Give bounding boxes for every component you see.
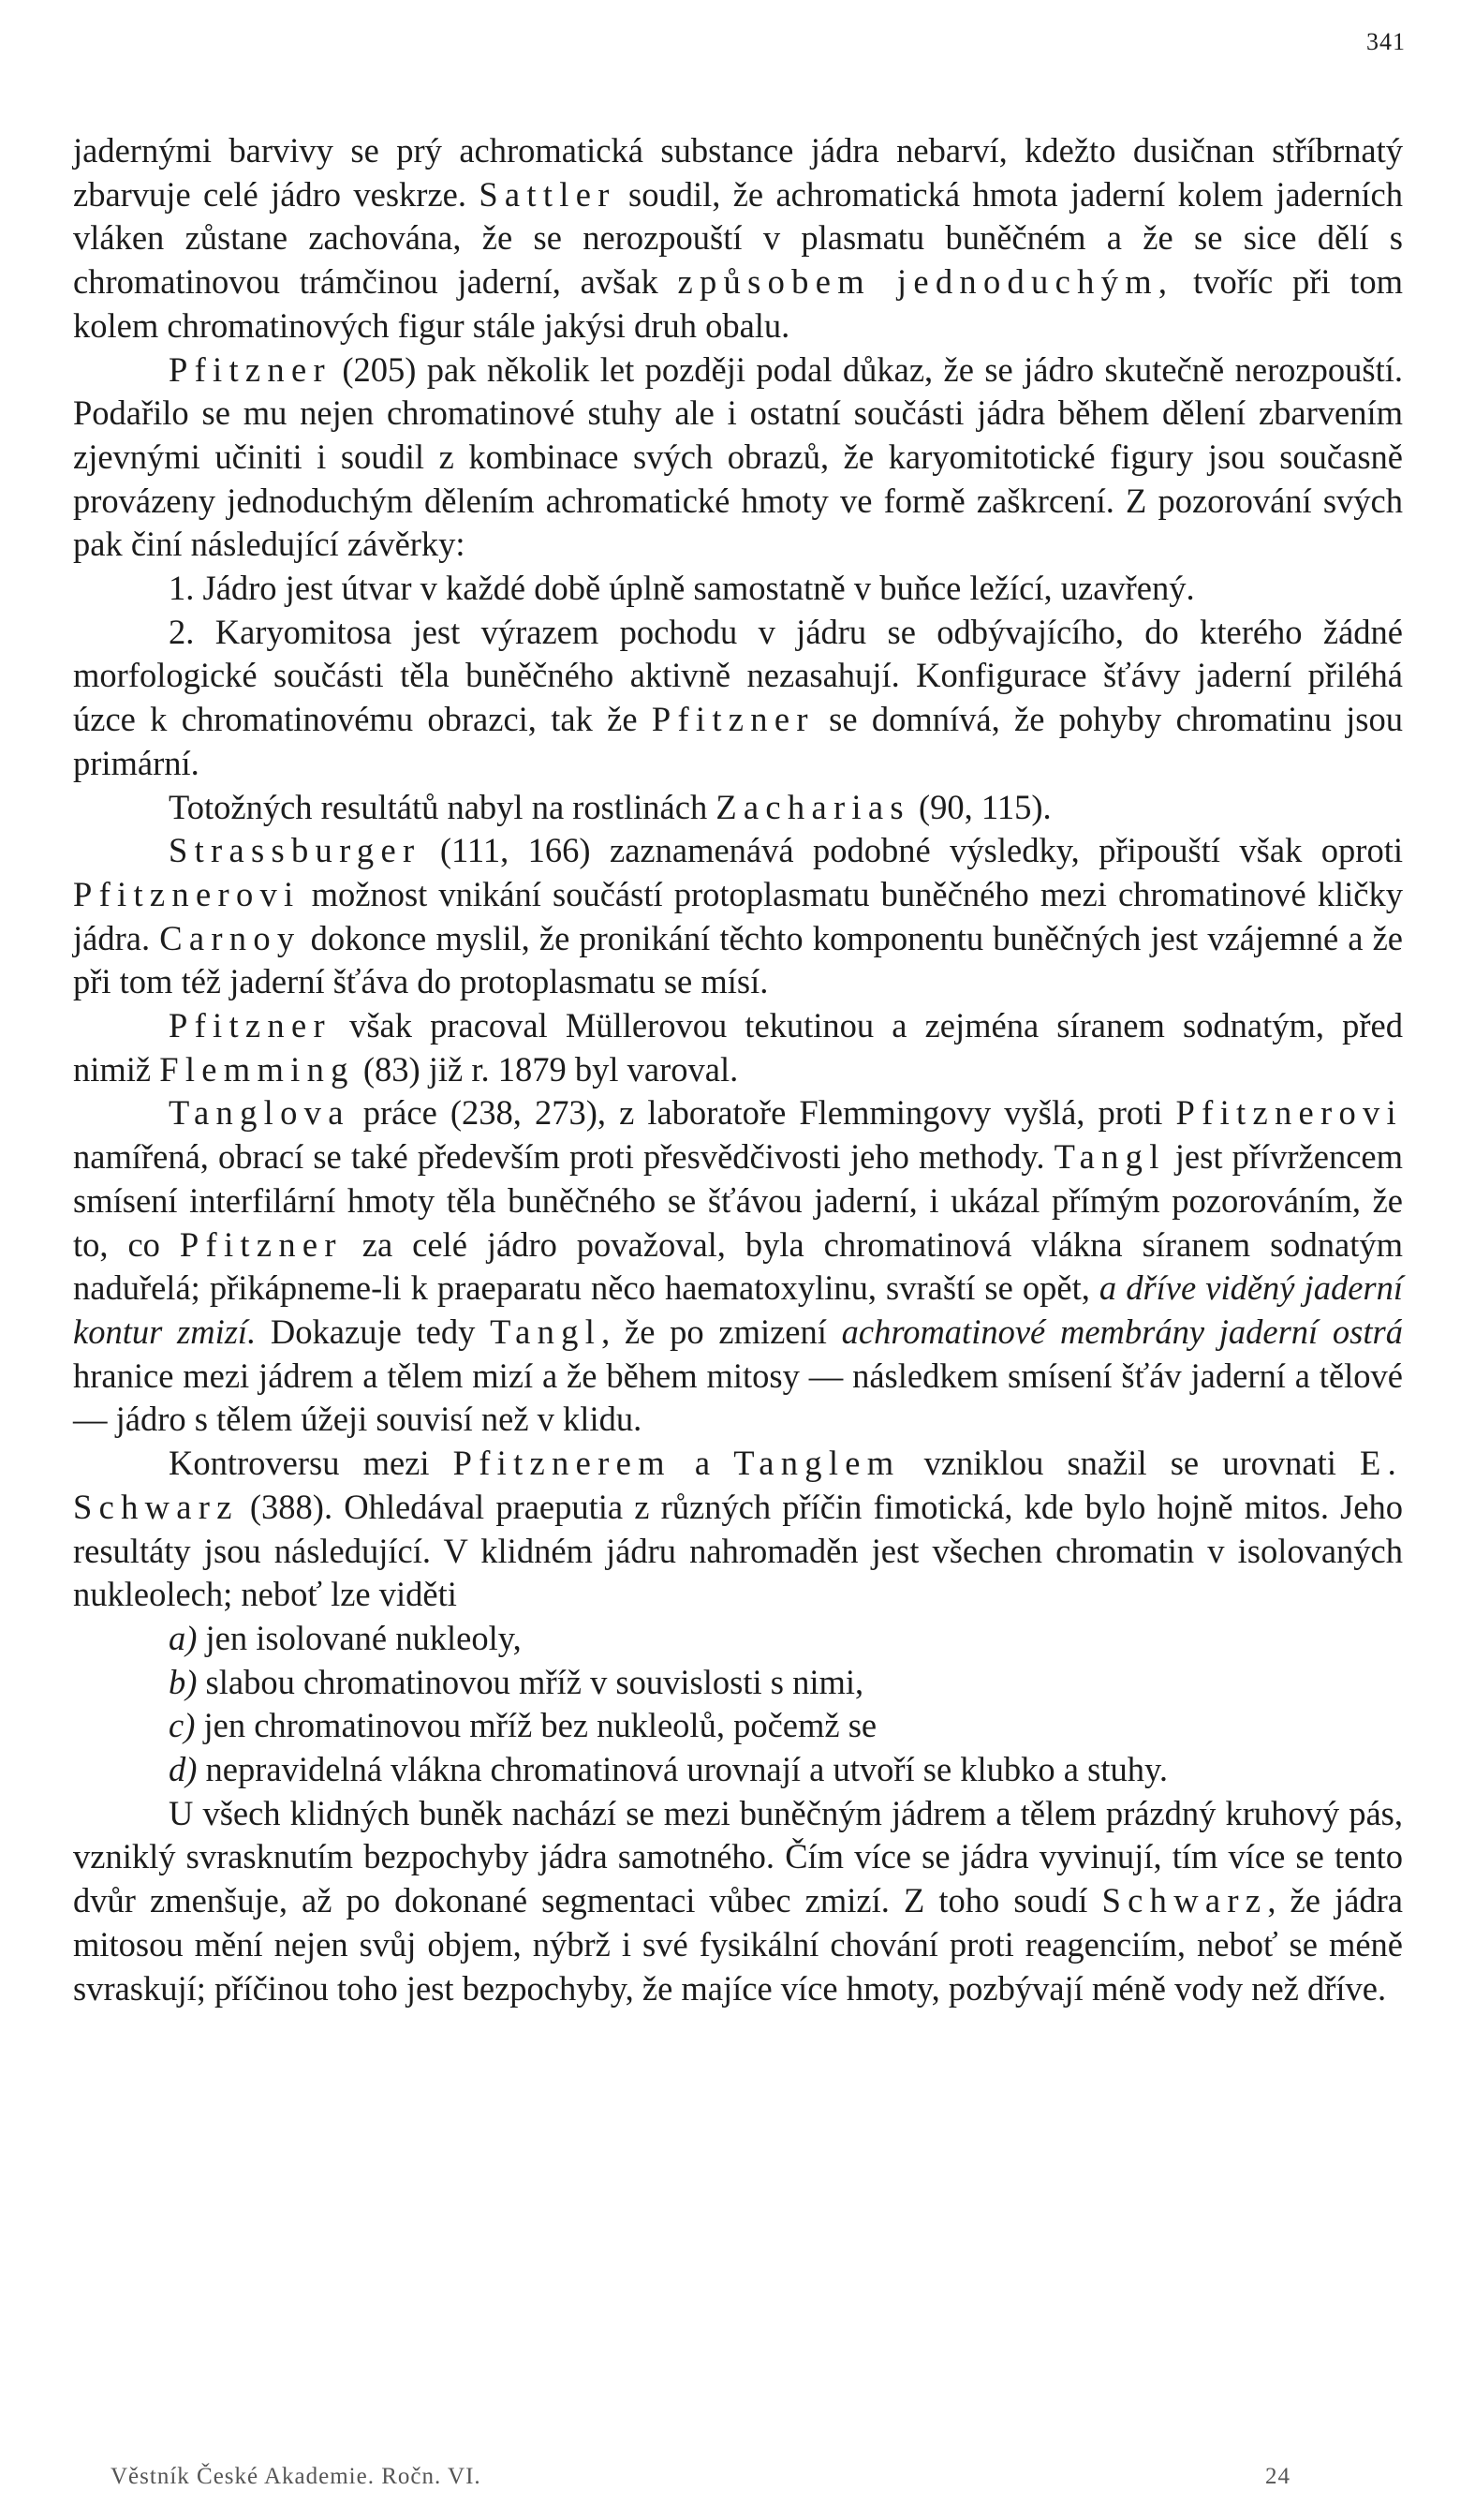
paragraph-8: [73, 1792, 1403, 2011]
emphasis: způsobem jednoduchým,: [677, 262, 1174, 302]
text-run: Totožných resultátů nabyl na rostlinách: [169, 787, 716, 826]
text-run: a: [671, 1444, 734, 1483]
text-run: Kontroversu mezi: [169, 1444, 453, 1483]
text-run: 2. Karyomitosa jest výrazem pochodu v jádru se odbývajícího, do kterého žádné morfologické součásti těla buněčného aktivně nezasahují. Konfigurace šťávy jaderní přiléhá úzce k chromatinovému obrazci, tak že: [73, 612, 1403, 739]
text-run: hranice mezi jádrem a tělem mizí a že během mitosy — následkem smísení šťáv jaderní a tělové — jádro s tělem úžeji souvisí než v klidu.: [73, 1356, 1403, 1439]
text-run: se domnívá, že pohyby chromatinu jsou primární.: [73, 700, 1403, 782]
text-run: 1. Jádro jest útvar v každé době úplně samostatně v buňce ležící, uzavřený.: [169, 569, 1195, 608]
list-marker: d): [169, 1750, 198, 1789]
list-item-c: [73, 1704, 1403, 1748]
paragraph-3: [73, 786, 1403, 830]
page-footer: [111, 2464, 1291, 2490]
author-name: E. Schwarz: [73, 1444, 1403, 1526]
text-run: jest přívržencem smísení interfilární hmoty těla buněčného se šťávou jaderní, i ukázal přímým pozorováním, že to, co: [73, 1137, 1403, 1264]
author-name: Pfitznerem: [452, 1444, 671, 1483]
text-run: však pracoval Müllerovou tekutinou a zejména síranem sodnatým, před nimiž: [73, 1006, 1403, 1089]
list-marker: b): [169, 1662, 198, 1701]
body-text: [73, 129, 1403, 2010]
list-marker: c): [169, 1706, 196, 1745]
author-name: Tangl: [1054, 1137, 1166, 1177]
list-item-a: [73, 1617, 1403, 1661]
author-name: Flemming: [159, 1049, 355, 1089]
text-run: U všech klidných buněk nachází se mezi buněčným jádrem a tělem prázdný kruhový pás, vzniklý svrasknutím bezpochyby jádra samotného. Čím více se jádra vyvinují, tím více se tento dvůr zmenšuje, až po dokonané segmentaci vůbec zmizí. Z toho soudí: [73, 1793, 1403, 1920]
author-name: Pfitzner: [651, 700, 815, 739]
text-run: namířená, obrací se také především proti přesvědčivosti jeho methody.: [73, 1137, 1055, 1177]
author-name: Sattler: [479, 174, 616, 214]
author-name: Pfitzner: [169, 1006, 332, 1045]
list-item-b: [73, 1661, 1403, 1705]
text-run: (83) již r. 1879 byl varoval.: [354, 1049, 739, 1089]
text-run: , že jádra mitosou mění nejen svůj objem, nýbrž i své fysikální chování proti reagenciím, neboť se méně svraskují; příčinou toho jest bezpochyby, že majíce více hmoty, pozbývají méně vody než dříve.: [73, 1881, 1403, 2008]
text-run: nepravidelná vlákna chromatinová urovnají a utvoří se klubko a stuhy.: [197, 1750, 1168, 1789]
text-run: možnost vnikání součástí protoplasmatu buněčného mezi chromatinové kličky jádra.: [73, 874, 1403, 957]
text-run: dokonce myslil, že pronikání těchto komponentu buněčných jest vzájemné a že při tom též jaderní šťáva do protoplasmatu se mísí.: [73, 918, 1403, 1001]
paragraph-5: [73, 1004, 1403, 1091]
text-run: jen isolované nukleoly,: [197, 1618, 522, 1657]
text-run: tvoříc při tom kolem chromatinových figur stále jakýsi druh obalu.: [73, 262, 1404, 345]
author-name: Schwarz: [1101, 1881, 1268, 1920]
text-run: jadernými barvivy se prý achromatická substance jádra nebarví, kdežto dusičnan stříbrnatý zbarvuje celé jádro veskrze.: [73, 131, 1403, 214]
author-name: Pfitznerovi: [73, 874, 301, 913]
emphasis: achromatinové membrány jaderní ostrá: [841, 1312, 1403, 1351]
paragraph-6: [73, 1091, 1403, 1442]
text-run: vzniklou snažil se urovnati: [900, 1444, 1360, 1483]
list-item-d: [73, 1748, 1403, 1792]
author-name: Strassburger: [169, 831, 421, 870]
text-run: slabou chromatinovou mříž v souvislosti s nimi,: [197, 1662, 864, 1701]
text-run: soudil, že achromatická hmota jaderní kolem jaderních vláken zůstane zachována, že se nerozpouští v plasmatu buněčném a že se sice dělí s chromatinovou trámčinou jaderní, avšak: [73, 174, 1403, 302]
conclusion-1: [73, 567, 1403, 611]
text-run: Dokazuje tedy: [256, 1312, 491, 1351]
emphasis: a dříve viděný jaderní kontur zmizí.: [73, 1268, 1403, 1351]
page-number: 341: [1366, 28, 1406, 55]
text-run: (111, 166) zaznamenává podobné výsledky, připouští však oproti: [420, 831, 1403, 870]
author-name: Pfitzner: [179, 1224, 343, 1264]
text-run: práce (238, 273), z laboratoře Flemmingovy vyšlá, proti: [349, 1093, 1176, 1133]
signature-mark: 24: [1265, 2464, 1291, 2489]
paragraph-7: [73, 1442, 1403, 1617]
journal-footer: Věstník České Akademie. Ročn. VI.: [111, 2464, 481, 2489]
text-run: jen chromatinovou mříž bez nukleolů, počemž se: [195, 1706, 878, 1745]
text-run: , že po zmizení: [601, 1312, 842, 1351]
text-run: (90, 115).: [909, 787, 1052, 826]
conclusion-2: [73, 611, 1403, 786]
author-name: Tanglova: [169, 1093, 350, 1133]
text-run: (388). Ohledával praeputia z různých příčin fimotická, kde bylo hojně mitos. Jeho resultáty jsou následující. V klidném jádru nahromaděn jest všechen chromatin v isolovaných nukleolech; neboť lze viděti: [73, 1487, 1403, 1614]
list-marker: a): [169, 1618, 198, 1657]
paragraph-2: [73, 348, 1403, 568]
paragraph-1: [73, 129, 1403, 348]
author-name: Tanglem: [733, 1444, 901, 1483]
author-name: Carnoy: [159, 918, 302, 957]
text-run: za celé jádro považoval, byla chromatinová vlákna síranem sodnatým naduřelá; přikápneme-li k praeparatu něco haematoxylinu, svraští se opět,: [73, 1224, 1404, 1308]
author-name: Pfitzner: [169, 349, 332, 389]
paragraph-4: [73, 829, 1403, 1004]
author-name: Pfitznerovi: [1175, 1093, 1403, 1133]
text-run: (205) pak několik let později podal důkaz, že se jádro skutečně nerozpouští. Podařilo se mu nejen chromatinové stuhy ale i ostatní součásti jádra během dělení zbarvením zjevnými učiniti i soudil z kombinace svých obrazů, že karyomitotické figury jsou současně provázeny jednoduchým dělením achromatické hmoty ve formě zaškrcení. Z pozorování svých pak činí následující závěrky:: [73, 349, 1403, 564]
author-name: Zacharias: [715, 787, 910, 826]
author-name: Tangl: [490, 1312, 602, 1351]
